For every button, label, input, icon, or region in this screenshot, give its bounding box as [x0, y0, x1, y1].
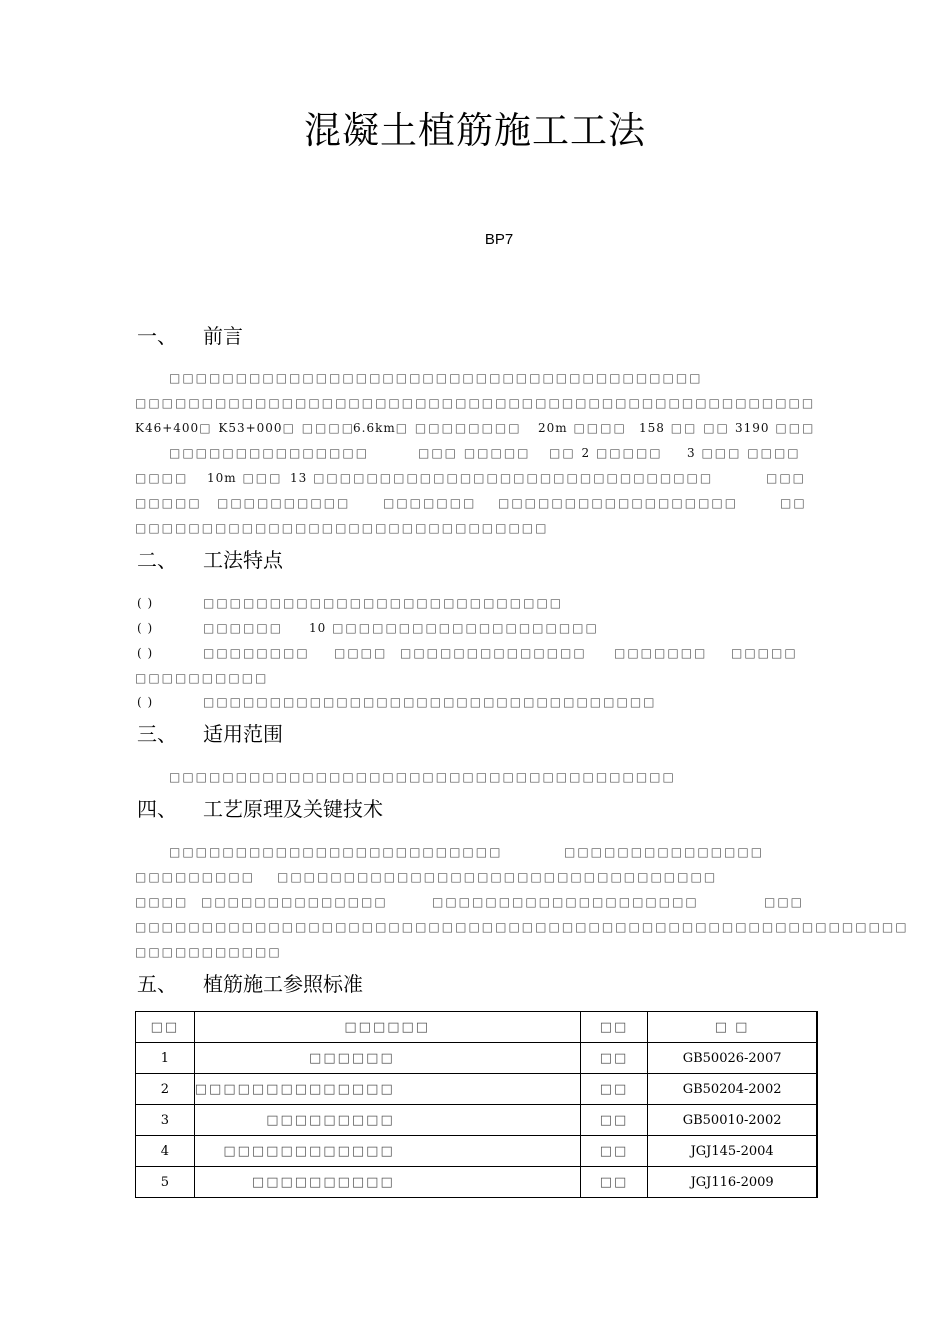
text-placeholder: □□□□□□□□□□□□□□□□□□□□	[432, 895, 699, 909]
row-number: 2	[136, 1074, 195, 1105]
paragraph-line: 10 □□□□□□□□□□□□□□□□□□□□	[309, 621, 599, 635]
text-placeholder: □□□□□□□□□□□□□□□□□□□□□□□□□□□□□□□	[135, 521, 549, 535]
standards-table	[135, 1011, 818, 1198]
standard-code: JGJ116-2009	[648, 1167, 817, 1198]
text-placeholder: □□□	[764, 895, 805, 909]
text-placeholder: □□□□	[334, 646, 388, 660]
text-placeholder: □□□□□□□	[383, 496, 477, 510]
text-placeholder: □□□□□□□□□□□□□□	[201, 895, 388, 909]
section-heading-5	[137, 970, 363, 998]
feature-item-4: ( )	[137, 695, 154, 709]
text-placeholder: □□□□□□	[203, 621, 284, 635]
paragraph-line: 3190 □□□	[735, 421, 816, 435]
standard-code: JGJ145-2004	[648, 1136, 817, 1167]
section-number: 四、	[137, 797, 177, 821]
row-number: 3	[136, 1105, 195, 1136]
text-placeholder: □□□□□□□□□	[135, 870, 256, 884]
paragraph-line: 158 □□ □□	[639, 421, 730, 435]
text-placeholder: □□□□□□□□□□□□□□□	[169, 446, 370, 460]
text-placeholder: □□□□□□□□□□□□□□□□□□□□□□□□□□□□□□□□□□□□□□□□□□□□□□□□□□□□□□□□□□	[135, 920, 909, 934]
paragraph-line: 10m □□□	[207, 471, 283, 485]
text-placeholder: □□□□□□□□□□□□□□□□□□	[498, 496, 739, 510]
standard-type: □□	[580, 1167, 648, 1198]
standard-type: □□	[580, 1105, 648, 1136]
text-placeholder: □□□□□□□□□□□□□□□□□□□□□□□□□□□□□□□□□	[277, 870, 718, 884]
standard-type: □□	[580, 1074, 648, 1105]
standard-name: □□□□□□□□□	[194, 1105, 580, 1136]
standard-type: □□	[580, 1136, 648, 1167]
section-number: 一、	[137, 324, 177, 348]
section-heading-2	[137, 546, 283, 574]
paragraph-line: 13 □□□□□□□□□□□□□□□□□□□□□□□□□□□□□□	[290, 471, 714, 485]
row-number: 5	[136, 1167, 195, 1198]
standard-code: GB50204-2002	[648, 1074, 817, 1105]
table-row	[136, 1167, 818, 1198]
text-placeholder: □□□□□	[731, 646, 798, 660]
table-row	[136, 1136, 818, 1167]
section-title: 前言	[203, 324, 243, 348]
text-placeholder: □□□	[766, 471, 807, 485]
section-title: 植筋施工参照标准	[203, 972, 363, 996]
table-header-cell: □□□□□□	[194, 1012, 580, 1043]
paragraph-line: K46+400□ K53+000□ □□□□	[135, 421, 356, 435]
row-number: 4	[136, 1136, 195, 1167]
section-title: 工艺原理及关键技术	[203, 797, 383, 821]
row-number: 1	[136, 1043, 195, 1074]
standard-name: □□□□□□□□□□□□	[194, 1136, 580, 1167]
document-title: 混凝土植筋施工工法	[304, 109, 646, 152]
section-heading-3	[137, 720, 283, 748]
text-placeholder: □□□□□□□□□□□□□□□□□□□□□□□□□□□□□□□□□□□□□□□□□□□□□□□□□□□	[135, 396, 816, 410]
feature-item-3: ( )	[137, 646, 154, 660]
text-placeholder: □□□□□□□□□□□□□□	[400, 646, 587, 660]
text-placeholder: □□□□□□□□□□	[135, 671, 269, 685]
standard-name: □□□□□□□□□□	[194, 1167, 580, 1198]
standard-type: □□	[580, 1043, 648, 1074]
standard-code: GB50026-2007	[648, 1043, 817, 1074]
text-placeholder: □□□□□□□□□□□□□□□□□□□□□□□□□□□□□□□□□□□□□□	[169, 770, 676, 784]
table-header-row	[136, 1012, 818, 1043]
paragraph-line: 20m □□□□	[538, 421, 627, 435]
paragraph-line: □□□□	[135, 471, 189, 485]
table-header-cell: □□	[580, 1012, 648, 1043]
text-placeholder: □□□□□□□□□□□□□□□□□□□□□□□□□□□□□□□□□□□□□□□□	[169, 371, 703, 385]
section-number: 二、	[137, 548, 177, 572]
text-placeholder: □□□□□□□□□□	[217, 496, 351, 510]
standard-name: □□□□□□□□□□□□□□	[194, 1074, 580, 1105]
text-placeholder: □□□□□□□□	[203, 646, 310, 660]
table-row	[136, 1074, 818, 1105]
table-row	[136, 1105, 818, 1136]
feature-item-1: ( )	[137, 596, 154, 610]
text-placeholder: □□□□□□□□□□□□□□□□□□□□□□□□□□□□□□□□□□	[203, 695, 657, 709]
text-placeholder: □□□□□□□	[614, 646, 708, 660]
text-placeholder: □□□□	[135, 895, 189, 909]
standard-name: □□□□□□	[194, 1043, 580, 1074]
table-header-cell: □ □	[648, 1012, 817, 1043]
paragraph-line: 6.6km□ □□□□□□□□	[353, 421, 522, 435]
document-subtitle: BP7	[484, 231, 514, 248]
feature-item-2: ( )	[137, 621, 154, 635]
section-number: 三、	[137, 722, 177, 746]
standard-code: GB50010-2002	[648, 1105, 817, 1136]
text-placeholder: □□□□□□□□□□□□□□□	[564, 845, 765, 859]
section-heading-1	[137, 322, 243, 350]
text-placeholder: □□□□□□□□□□□□□□□□□□□□□□□□□	[169, 845, 503, 859]
text-placeholder: □□	[780, 496, 807, 510]
text-placeholder: □□□□□□□□□□□□□□□□□□□□□□□□□□□	[203, 596, 564, 610]
paragraph-line: 3 □□□ □□□□	[687, 446, 801, 460]
section-number: 五、	[137, 972, 177, 996]
text-placeholder: □□□□□	[135, 496, 202, 510]
table-row	[136, 1043, 818, 1074]
text-placeholder: □□□□□□□□□□□	[135, 945, 282, 959]
paragraph-line: □□ 2 □□□□□	[549, 446, 663, 460]
table-header-cell: □□	[136, 1012, 195, 1043]
text-placeholder: □□□ □□□□□	[418, 446, 531, 460]
section-title: 工法特点	[203, 548, 283, 572]
section-title: 适用范围	[203, 722, 283, 746]
section-heading-4	[137, 795, 383, 823]
